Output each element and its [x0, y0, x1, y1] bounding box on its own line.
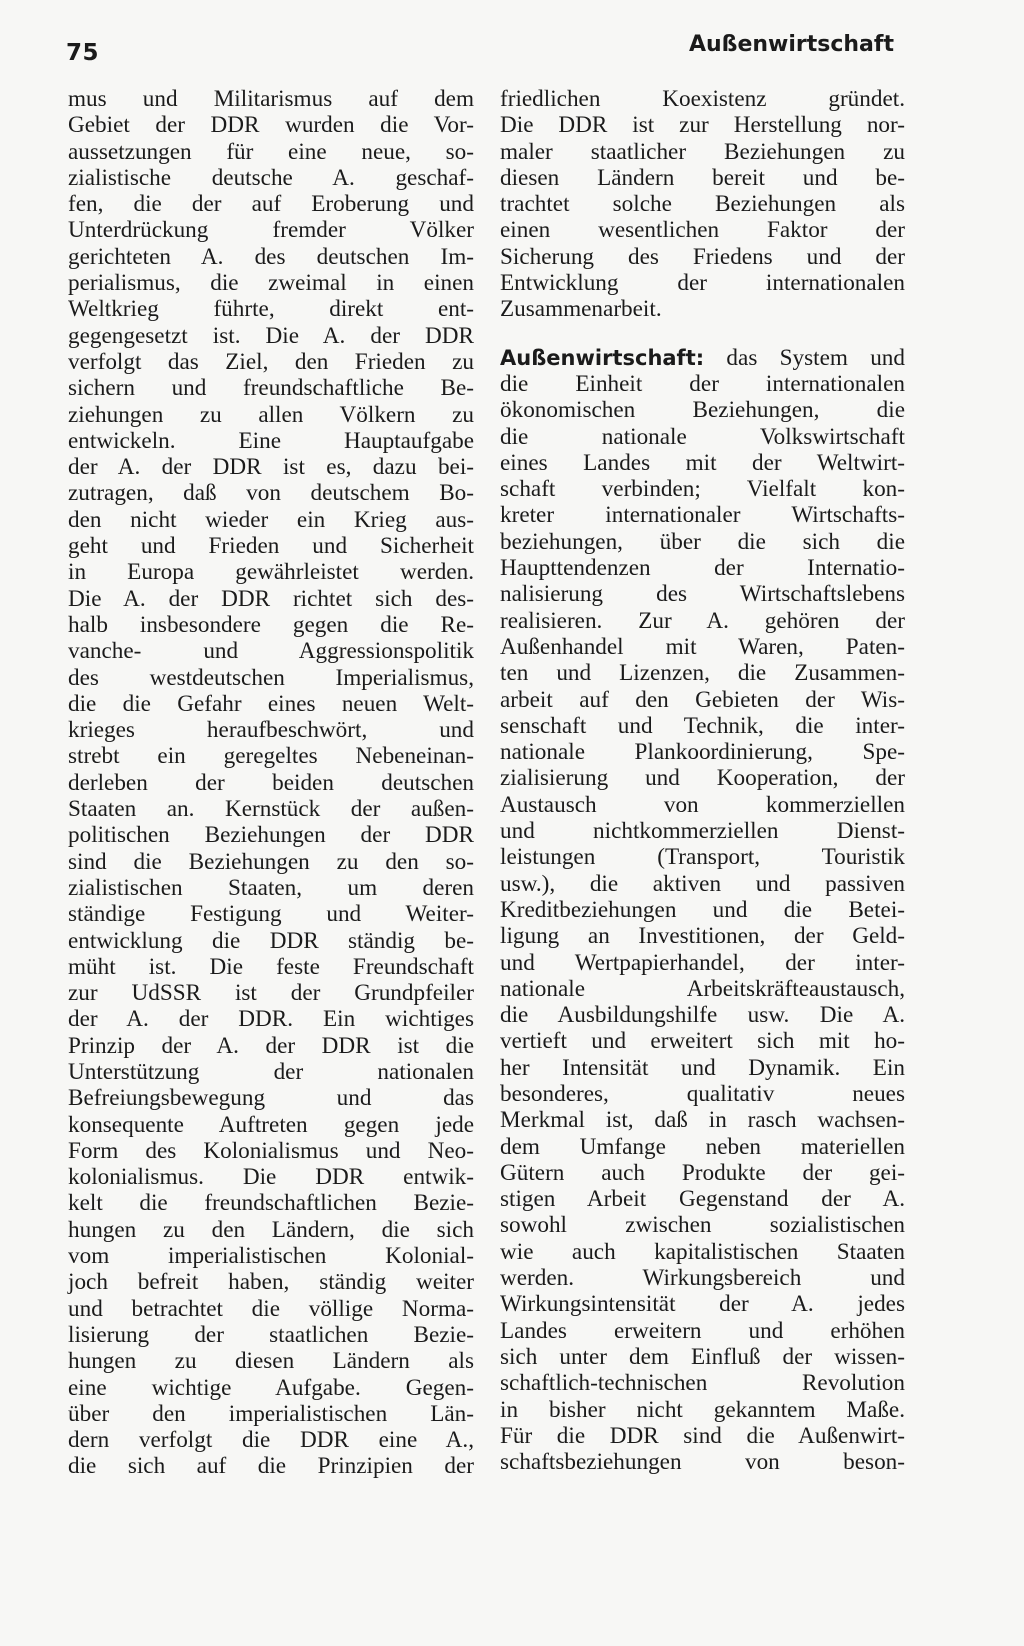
text-line: wie auch kapitalistischen Staaten — [500, 1238, 905, 1265]
text-line: Unterdrückung fremder Völker — [68, 217, 474, 244]
text-line: Haupttendenzen der Internatio- — [500, 555, 905, 582]
paragraph-gap — [500, 323, 905, 345]
text-line: des westdeutschen Imperialismus, — [68, 664, 474, 691]
text-line: Außenhandel mit Waren, Paten- — [500, 633, 905, 660]
text-line: stigen Arbeit Gegenstand der A. — [500, 1186, 905, 1213]
text-line: zialistische deutsche A. geschaf- — [68, 164, 474, 191]
text-line: vertieft und erweitert sich mit ho- — [500, 1028, 905, 1055]
text-line: die die Gefahr eines neuen Welt- — [68, 690, 474, 717]
text-line: arbeit auf den Gebieten der Wis- — [500, 686, 905, 713]
entry-term: Außenwirtschaft: — [500, 345, 705, 370]
text-line: und nichtkommerziellen Dienst- — [500, 818, 905, 845]
text-line: friedlichen Koexistenz gründet. — [500, 86, 905, 112]
text-line: Wirkungsintensität der A. jedes — [500, 1291, 905, 1318]
text-line: in Europa gewährleistet werden. — [68, 559, 474, 586]
text-line: Zusammenarbeit. — [500, 296, 662, 323]
text-line: Merkmal ist, daß in rasch wachsen- — [500, 1107, 905, 1134]
text-line: realisieren. Zur A. gehören der — [500, 607, 905, 634]
text-line: maler staatlicher Beziehungen zu — [500, 138, 905, 165]
text-line: Sicherung des Friedens und der — [500, 243, 905, 270]
text-line: über den imperialistischen Län- — [68, 1400, 474, 1427]
text-line: Befreiungsbewegung und das — [68, 1085, 474, 1112]
text-line: zialistischen Staaten, um deren — [68, 874, 474, 901]
text-line: ten und Lizenzen, die Zusammen- — [500, 660, 905, 687]
text-line: diesen Ländern bereit und be- — [500, 164, 905, 191]
text-line: beziehungen, über die sich die — [500, 528, 905, 555]
text-line: ligung an Investitionen, der Geld- — [500, 923, 905, 950]
text-line: müht ist. Die feste Freundschaft — [68, 953, 474, 980]
text-line: Weltkrieg führte, direkt ent- — [68, 296, 474, 323]
text-line: her Intensität und Dynamik. Ein — [500, 1054, 905, 1081]
text-line: Entwicklung der internationalen — [500, 270, 905, 297]
text-line: gegengesetzt ist. Die A. der DDR — [68, 322, 474, 349]
text-line: werden. Wirkungsbereich und — [500, 1265, 905, 1292]
text-line: entwickeln. Eine Hauptaufgabe — [68, 427, 474, 454]
text-line: gerichteten A. des deutschen Im- — [68, 243, 474, 270]
text-line: kreter internationaler Wirtschafts- — [500, 502, 905, 529]
text-line: der A. der DDR. Ein wichtiges — [68, 1006, 474, 1033]
text-line: besonderes, qualitativ neues — [500, 1080, 905, 1107]
text-line: eines Landes mit der Weltwirt- — [500, 449, 905, 476]
text-line: nationale Arbeitskräfteaustausch, — [500, 975, 905, 1002]
text-line: den nicht wieder ein Krieg aus- — [68, 506, 474, 533]
text-line: kelt die freundschaftlichen Bezie- — [68, 1190, 474, 1217]
text-line: Gebiet der DDR wurden die Vor- — [68, 112, 474, 139]
text-line: Form des Kolonialismus und Neo- — [68, 1137, 474, 1164]
text-line: zutragen, daß von deutschem Bo- — [68, 480, 474, 507]
text-line: sich unter dem Einfluß der wissen- — [500, 1343, 905, 1370]
text-line: die Einheit der internationalen — [500, 370, 905, 397]
text-line: senschaft und Technik, die inter- — [500, 712, 905, 739]
text-line: der A. der DDR ist es, dazu bei- — [68, 454, 474, 481]
text-line: in bisher nicht gekanntem Maße. — [500, 1396, 905, 1423]
text-line: Die DDR ist zur Herstellung nor- — [500, 112, 905, 139]
entry-first-line-text: das System und — [704, 344, 905, 371]
text-line: die sich auf die Prinzipien der — [68, 1453, 474, 1480]
text-line: schaft verbinden; Vielfalt kon- — [500, 476, 905, 503]
text-line: strebt ein geregeltes Nebeneinan- — [68, 743, 474, 770]
text-line: hungen zu den Ländern, die sich — [68, 1216, 474, 1243]
text-line: vanche- und Aggressionspolitik — [68, 638, 474, 665]
page-number: 75 — [66, 40, 100, 66]
text-line: nationale Plankoordinierung, Spe- — [500, 739, 905, 766]
text-line: vom imperialistischen Kolonial- — [68, 1243, 474, 1270]
text-line: verfolgt das Ziel, den Frieden zu — [68, 348, 474, 375]
text-line: die nationale Volkswirtschaft — [500, 423, 905, 450]
text-line: mus und Militarismus auf dem — [68, 86, 474, 112]
text-line: Gütern auch Produkte der gei- — [500, 1159, 905, 1186]
text-line: Für die DDR sind die Außenwirt- — [500, 1422, 905, 1449]
text-line: dern verfolgt die DDR eine A., — [68, 1427, 474, 1454]
text-line: halb insbesondere gegen die Re- — [68, 611, 474, 638]
text-line: Staaten an. Kernstück der außen- — [68, 796, 474, 823]
paragraph-continuation — [500, 86, 905, 323]
text-line: zur UdSSR ist der Grundpfeiler — [68, 980, 474, 1007]
text-line: joch befreit haben, ständig weiter — [68, 1269, 474, 1296]
text-line: fen, die der auf Eroberung und — [68, 191, 474, 218]
text-line: ziehungen zu allen Völkern zu — [68, 401, 474, 428]
text-line: konsequente Auftreten gegen jede — [68, 1111, 474, 1138]
text-line: die Ausbildungshilfe usw. Die A. — [500, 1002, 905, 1029]
text-line: und Wertpapierhandel, der inter- — [500, 949, 905, 976]
text-line: derleben der beiden deutschen — [68, 769, 474, 796]
text-line: sichern und freundschaftliche Be- — [68, 375, 474, 402]
text-line: hungen zu diesen Ländern als — [68, 1348, 474, 1375]
text-line: Austausch von kommerziellen — [500, 791, 905, 818]
entry-body — [500, 371, 905, 1475]
text-line: perialismus, die zweimal in einen — [68, 270, 474, 297]
left-column — [68, 86, 474, 1480]
text-line: ökonomischen Beziehungen, die — [500, 397, 905, 424]
text-line: eine wichtige Aufgabe. Gegen- — [68, 1374, 474, 1401]
text-line: Die A. der DDR richtet sich des- — [68, 585, 474, 612]
text-line: krieges heraufbeschwört, und — [68, 717, 474, 744]
text-line: sowohl zwischen sozialistischen — [500, 1212, 905, 1239]
text-line: einen wesentlichen Faktor der — [500, 217, 905, 244]
text-line: sind die Beziehungen zu den so- — [68, 848, 474, 875]
text-line: ständige Festigung und Weiter- — [68, 901, 474, 928]
text-line: Prinzip der A. der DDR ist die — [68, 1032, 474, 1059]
text-line: Landes erweitern und erhöhen — [500, 1317, 905, 1344]
text-line: geht und Frieden und Sicherheit — [68, 533, 474, 560]
text-line: dem Umfange neben materiellen — [500, 1133, 905, 1160]
text-line: nalisierung des Wirtschaftslebens — [500, 581, 905, 608]
text-line: usw.), die aktiven und passiven — [500, 870, 905, 897]
text-line: kolonialismus. Die DDR entwik- — [68, 1164, 474, 1191]
entry-first-line — [500, 345, 905, 371]
text-line: schaftsbeziehungen von beson- — [500, 1449, 905, 1476]
text-line: trachtet solche Beziehungen als — [500, 191, 905, 218]
text-line: schaftlich-technischen Revolution — [500, 1370, 905, 1397]
text-line: Unterstützung der nationalen — [68, 1058, 474, 1085]
running-head: Außenwirtschaft — [688, 32, 894, 57]
text-line: lisierung der staatlichen Bezie- — [68, 1321, 474, 1348]
text-line: Kreditbeziehungen und die Betei- — [500, 896, 905, 923]
text-line: zialisierung und Kooperation, der — [500, 765, 905, 792]
text-line: entwicklung die DDR ständig be- — [68, 927, 474, 954]
text-line: politischen Beziehungen der DDR — [68, 822, 474, 849]
text-line: und betrachtet die völlige Norma- — [68, 1295, 474, 1322]
right-column — [500, 86, 905, 1475]
text-line: leistungen (Transport, Touristik — [500, 844, 905, 871]
text-line: aussetzungen für eine neue, so- — [68, 138, 474, 165]
